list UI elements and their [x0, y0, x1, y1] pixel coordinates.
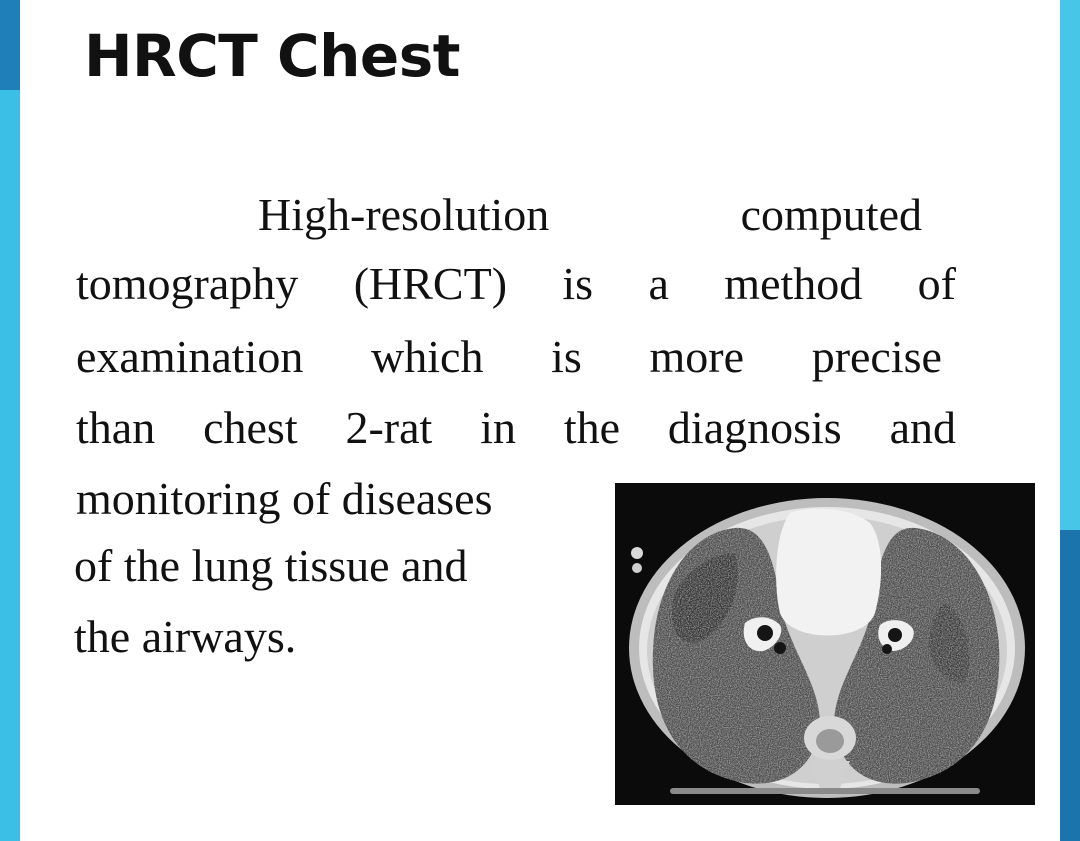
right-dark-accent — [1060, 530, 1080, 841]
left-accent-stripe — [0, 0, 20, 841]
ct-scan-graphic — [615, 483, 1035, 805]
ct-scan-image — [615, 483, 1035, 805]
word: which — [371, 331, 484, 382]
paragraph-line-6: of the lung tissue and — [74, 540, 468, 591]
left-dark-accent — [0, 0, 20, 90]
paragraph-line-5: monitoring of diseases — [76, 473, 493, 524]
word: than — [76, 402, 156, 453]
word: 2-rat — [345, 402, 433, 453]
paragraph-line-2 — [76, 249, 956, 319]
paragraph-line-7: the airways. — [74, 611, 297, 662]
word: examination — [76, 331, 304, 382]
word: diagnosis — [667, 402, 842, 453]
word: is — [551, 331, 582, 382]
word: the — [563, 402, 621, 453]
word: tomography — [76, 258, 299, 309]
content-card — [20, 0, 1060, 841]
paragraph-line-4 — [76, 393, 956, 463]
word: chest — [203, 402, 298, 453]
page-title: HRCT Chest — [84, 22, 460, 90]
word: of — [917, 258, 956, 309]
word: computed — [740, 189, 922, 240]
word: a — [648, 258, 669, 309]
word: more — [649, 331, 745, 382]
word: in — [480, 402, 516, 453]
word: and — [889, 402, 956, 453]
word: is — [562, 258, 594, 309]
word: (HRCT) — [353, 258, 508, 309]
word: High-resolution — [258, 189, 550, 240]
paragraph-line-1 — [258, 180, 922, 250]
word: method — [724, 258, 863, 309]
word: precise — [811, 331, 942, 382]
paragraph-line-3 — [76, 322, 942, 392]
